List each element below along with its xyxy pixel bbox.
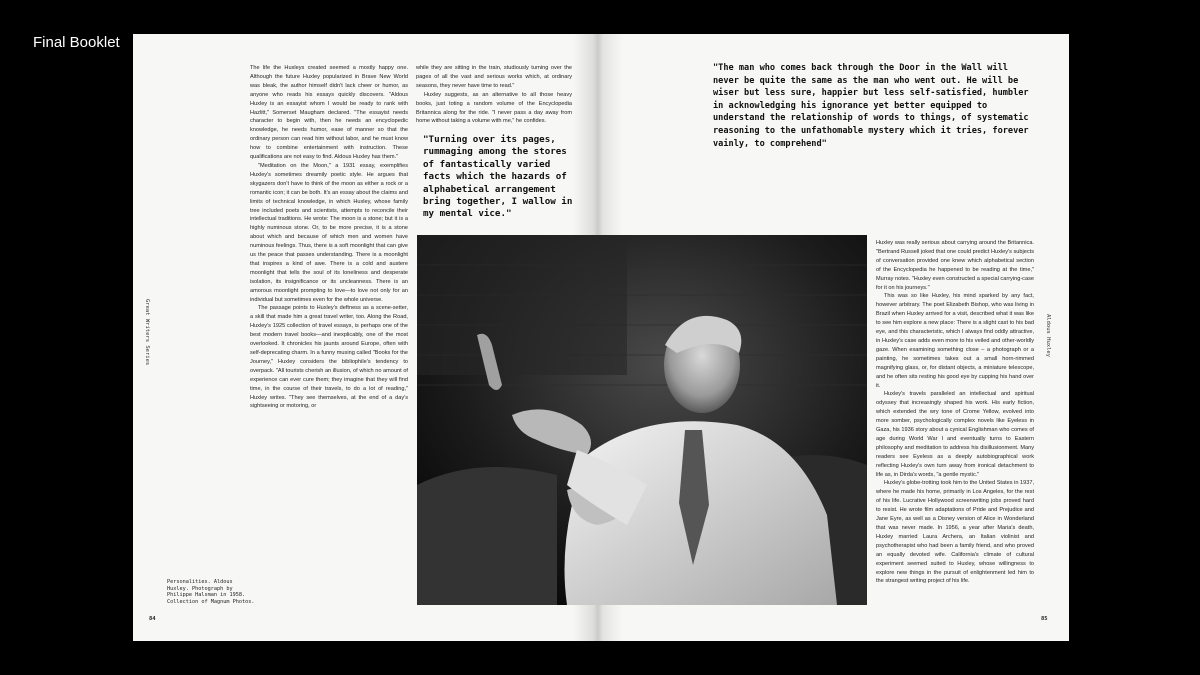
author-side-label: Aldous Huxley (1045, 314, 1051, 358)
paragraph: while they are sitting in the train, studiously turning over the pages of all the vast and serious works which, at ordinary seasons, they never have time to read." (416, 65, 572, 89)
paragraph: Huxley suggests, as an alternative to all those heavy books, just toting a random volume of the Encyclopedia Britannica along for the ride. "I never pass a day away from home without taking a volume with me," he confides. (416, 91, 572, 125)
booklet-spread[interactable] (133, 34, 1069, 641)
left-text-column-2 (416, 64, 572, 126)
right-text-column (876, 239, 1034, 586)
photo-caption: Personalities. Aldous Huxley. Photograph by Philippe Halsman in 1958. Collection of Magnum Photos. (167, 579, 255, 605)
series-side-label: Great Writers Series (144, 299, 150, 366)
page-number-right: 85 (1041, 616, 1048, 622)
paragraph: Huxley was really serious about carrying around the Britannica. "Bertrand Russell joked that one could predict Huxley's subjects of conversation provided one knew which alphabetical section of the Encyclopedia he happened to be reading at the time," Murray notes. "Huxley even constructed a special carrying-case for it on his journeys." (876, 240, 1034, 291)
paragraph: "Meditation on the Moon," a 1931 essay, exemplifies Huxley's sometimes dreamily poetic style. He argues that skygazers don't have to think of the moon as either a rock or a romantic icon; it can be both. It's an essay about the claims and limits of technical knowledge, in which Huxley, whose family tree included poets and scientists, attempts to reconcile their intellectual traditions. He wrote: The moon is a stone; but it is a highly numinous stone. Or, to be more precise, it is a stone about which and because of which men and women have numinous feelings. Thus, there is a soft moonlight that can give us the peace that passes understanding. There is a moonlight that inspires a kind of awe. There is a cold and austere moonlight that tells the soul of its loneliness and desperate isolation, its insignificance or its uncleanness. There is an amorous moonlight prompting to love—to love not only for an individual but sometimes even for the whole universe. (250, 162, 408, 303)
paragraph: This was so like Huxley, his mind sparked by any fact, however arbitrary. The poet Elizabeth Bishop, who was living in Brazil when Huxley arrived for a visit, described what it was like to see him explore a new place: There is a slight cast to his bad eye, and this characteristic, which I always find oddly attractive, in Huxley's case adds even more to his veiled and other-worldly gaze. When examining something close – a photograph or a painting, he sometimes takes out a small horn-rimmed magnifying glass, or, for distant objects, a miniature telescope, and he often sits resting his good eye by cupping his hand over it. (876, 293, 1034, 389)
paragraph: Huxley's travels paralleled an intellectual and spiritual odyssey that increasingly shaped his work. His early fiction, which extended the wry tone of Crome Yellow, evolved into more somber, psychologically complex novels like Eyeless in Gaza, his 1936 story about a cynical Englishman who comes of age during World War I and eventually turns to Eastern philosophy and meditation to address his disillusionment. Many readers see Eyeless as a deeply autobiographical work reflecting Huxley's own turn away from ironical detachment to life as, in Dirda's words, "a gentle mystic." (876, 391, 1034, 478)
app-title: Final Booklet (33, 34, 120, 51)
paragraph: Huxley's globe-trotting took him to the United States in 1937, where he made his home, primarily in Los Angeles, for the rest of his life. Lucrative Hollywood screenwriting jobs proved hard to resist. He wrote film adaptations of Pride and Prejudice and Jane Eyre, as well as a Disney version of Alice in Wonderland that was never made. In 1956, a year after Maria's death, Huxley married Laura Archera, an Italian violinist and psychotherapist who had been a family friend, and who proved an equally devoted wife. California's climate of cultural experiment seemed suited to Huxley, whose willingness to explore new things in the pursuit of enlightenment led him to the strangest writing project of his life. (876, 480, 1035, 585)
left-pull-quote: "Turning over its pages, rummaging among the stores of fantastically varied facts which the hazards of alphabetical arrangement bring together, I wallow in my mental vice." (423, 134, 573, 220)
right-pull-quote: "The man who comes back through the Door in the Wall will never be quite the same as the man who went out. He will be wiser but less sure, happier but less self-satisfied, humbler in acknowledging his ignorance yet better equipped to understand the relationship of words to things, of systematic reasoning to the unfathomable mystery which it tries, forever vainly, to comprehend" (713, 63, 1029, 149)
left-text-column-1 (250, 64, 408, 411)
paragraph: The passage points to Huxley's deftness as a scene-setter, a skill that made him a great travel writer, too. Along the Road, Huxley's 1925 collection of travel essays, is perhaps one of the best modern travel books—and inexplicably, one of the most overlooked. It chronicles his jaunts around Europe, often with self-deprecating charm. In a funny musing called "Books for the Journey," Huxley considers the bibliophile's tendency to overpack. "All tourists cherish an illusion, of which no amount of experience can ever cure them; they imagine that they will find time, in the course of their travels, to do a lot of reading," Huxley writes. "They see themselves, at the end of a day's sightseeing or motoring, or (250, 305, 408, 410)
page-number-left: 84 (149, 616, 156, 622)
paragraph: The life the Huxleys created seemed a mostly happy one. Although the future Huxley popularized in Brave New World was bleak, the author himself didn't lack cheer or humor, as anyone who reads his essays quickly discovers. "Aldous Huxley is an essayist whom I would be ready to rank with Hazlitt," Somerset Maugham declared. "The essayist needs character to begin with, then he needs an encyclopedic knowledge, he needs humor, ease of manner so that the ordinary person can read him without labor, and he must know how to combine entertainment with instruction. These qualifications are not easy to find. Aldous Huxley has them." (250, 65, 408, 161)
huxley-photograph (417, 235, 867, 605)
photo-illustration (417, 235, 867, 605)
